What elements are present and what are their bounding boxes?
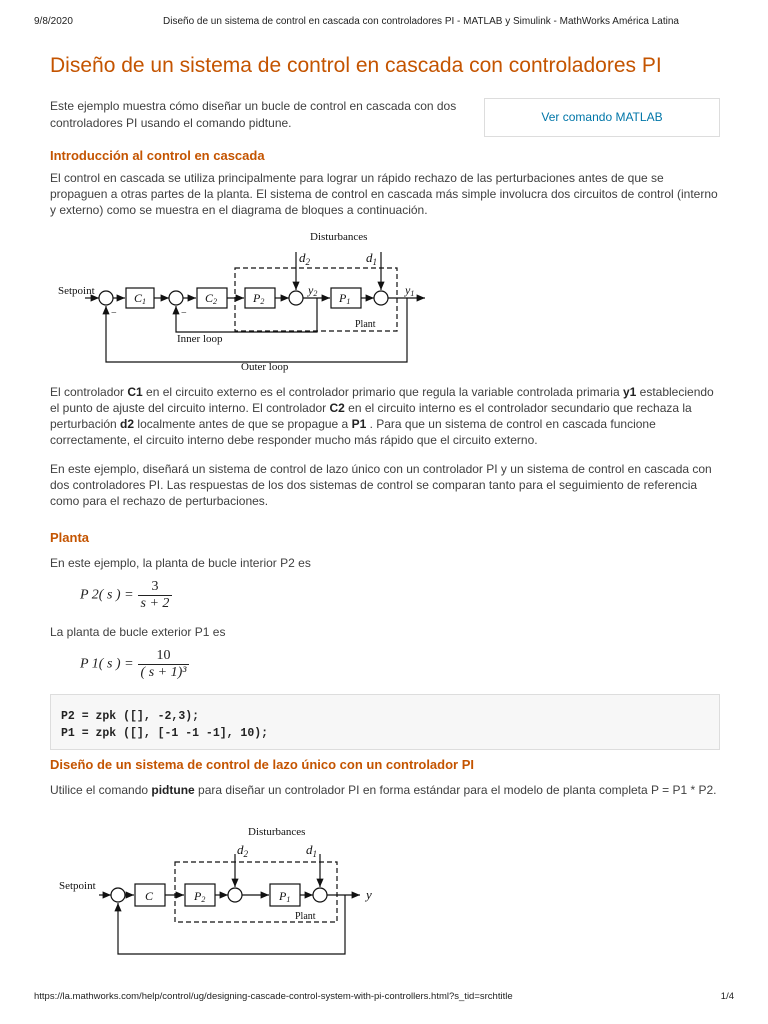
setpoint-label: Setpoint <box>58 285 95 297</box>
plant-p1-text: La planta de bucle exterior P1 es <box>50 625 226 639</box>
svg-text:P2: P2 <box>253 291 265 306</box>
page-number: 1/4 <box>720 991 734 1002</box>
comparison-paragraph: En este ejemplo, diseñará un sistema de control de lazo único con un controlador PI y un sistema de control en cascada con dos controladores PI. Las respuestas de los dos sistemas de control se comparan tanto para el seguimiento de referencia como para el rechazo de perturbaciones. <box>50 462 712 508</box>
sum-junction <box>111 888 125 902</box>
inner-loop-label: Inner loop <box>177 333 223 345</box>
section-heading-plant: Planta <box>50 530 90 545</box>
section-heading-intro: Introducción al control en cascada <box>50 148 265 163</box>
sum-junction-outer <box>99 291 113 305</box>
sum-junction-d1 <box>313 888 327 902</box>
setpoint-label: Setpoint <box>59 880 96 892</box>
single-loop-block-diagram <box>55 822 385 962</box>
print-date: 9/8/2020 <box>34 16 73 27</box>
svg-text:C2: C2 <box>205 291 218 306</box>
plant-label: Plant <box>295 911 316 922</box>
svg-text:C: C <box>145 889 154 903</box>
svg-text:C1: C1 <box>134 291 147 306</box>
equation-p2: P 2( s ) = $\frac{3}{s + 2}$ <box>80 579 172 612</box>
plant-label: Plant <box>355 319 376 330</box>
code-block <box>50 694 720 750</box>
print-url: https://la.mathworks.com/help/control/ug/designing-cascade-control-system-with-pi-controllers.html?s_tid=srchtitle <box>34 991 513 1002</box>
sum-junction-d1 <box>374 291 388 305</box>
svg-text:−: − <box>115 906 121 917</box>
svg-text:d2: $d_2$ <box>237 842 248 859</box>
code-line: P2 = zpk ([], -2,3); <box>61 710 200 723</box>
svg-text:y: y <box>366 887 372 902</box>
plant-p2-text: En este ejemplo, la planta de bucle interior P2 es <box>50 556 311 570</box>
sum-junction-d2 <box>228 888 242 902</box>
svg-text:y2: y2 <box>308 283 318 298</box>
svg-text:d1: $d_1$ <box>306 842 317 859</box>
page-title: Diseño de un sistema de control en cascada con controladores PI <box>50 54 662 77</box>
intro-paragraph: El control en cascada se utiliza principalmente para lograr un rápido rechazo de las perturbaciones antes de que se propaguen a otras partes de la planta. El sistema de control en cascada más simple involucra dos circuitos de control (interno y externo) como se muestra en el diagrama de bloques a continuación. <box>50 171 718 217</box>
intro-text: Este ejemplo muestra cómo diseñar un bucle de control en cascada con dos controladores PI usando el comando pidtune. <box>50 99 457 130</box>
single-loop-paragraph: Utilice el comando pidtune para diseñar un controlador PI en forma estándar para el modelo de planta completa P = P1 * P2. <box>50 783 717 797</box>
sum-junction-inner <box>169 291 183 305</box>
disturbances-label: Disturbances <box>248 826 306 838</box>
svg-text:d2: $d_2$ <box>299 250 310 267</box>
svg-text:P1: P1 <box>279 889 291 904</box>
svg-text:P1: P1 <box>339 291 351 306</box>
svg-text:−: − <box>111 308 117 319</box>
svg-text:d1: $d_1$ <box>366 250 377 267</box>
sum-junction-d2 <box>289 291 303 305</box>
equation-p1: P 1( s ) = $\frac{10}{\text{( s + 1)³}}$ <box>80 648 189 681</box>
svg-text:P2: P2 <box>194 889 206 904</box>
svg-text:−: − <box>181 308 187 319</box>
print-title: Diseño de un sistema de control en cascada con controladores PI - MATLAB y Simulink - MathWorks América Latina <box>163 16 679 27</box>
controllers-paragraph: El controlador C1 en el circuito externo es el controlador primario que regula la variable controlada primaria y1 estableciendo el punto de ajuste del circuito interno. El controlador C2 en el circuito interno es el controlador secundario que rechaza la perturbación d2 localmente antes de que se propague a P1 . Para que un sistema de control en cascada funcione correctamente, el circuito interno debe responder mucho más rápido que el circuito externo. <box>50 385 714 447</box>
outer-loop-label: Outer loop <box>241 361 289 373</box>
disturbances-label: Disturbances <box>310 231 368 243</box>
code-line: P1 = zpk ([], [-1 -1 -1], 10); <box>61 727 269 740</box>
section-heading-single-loop: Diseño de un sistema de control de lazo único con un controlador PI <box>50 757 474 772</box>
svg-text:y1: y1 <box>405 283 415 298</box>
cascade-block-diagram <box>55 230 435 380</box>
view-matlab-command-button[interactable]: Ver comando MATLAB <box>484 98 720 137</box>
